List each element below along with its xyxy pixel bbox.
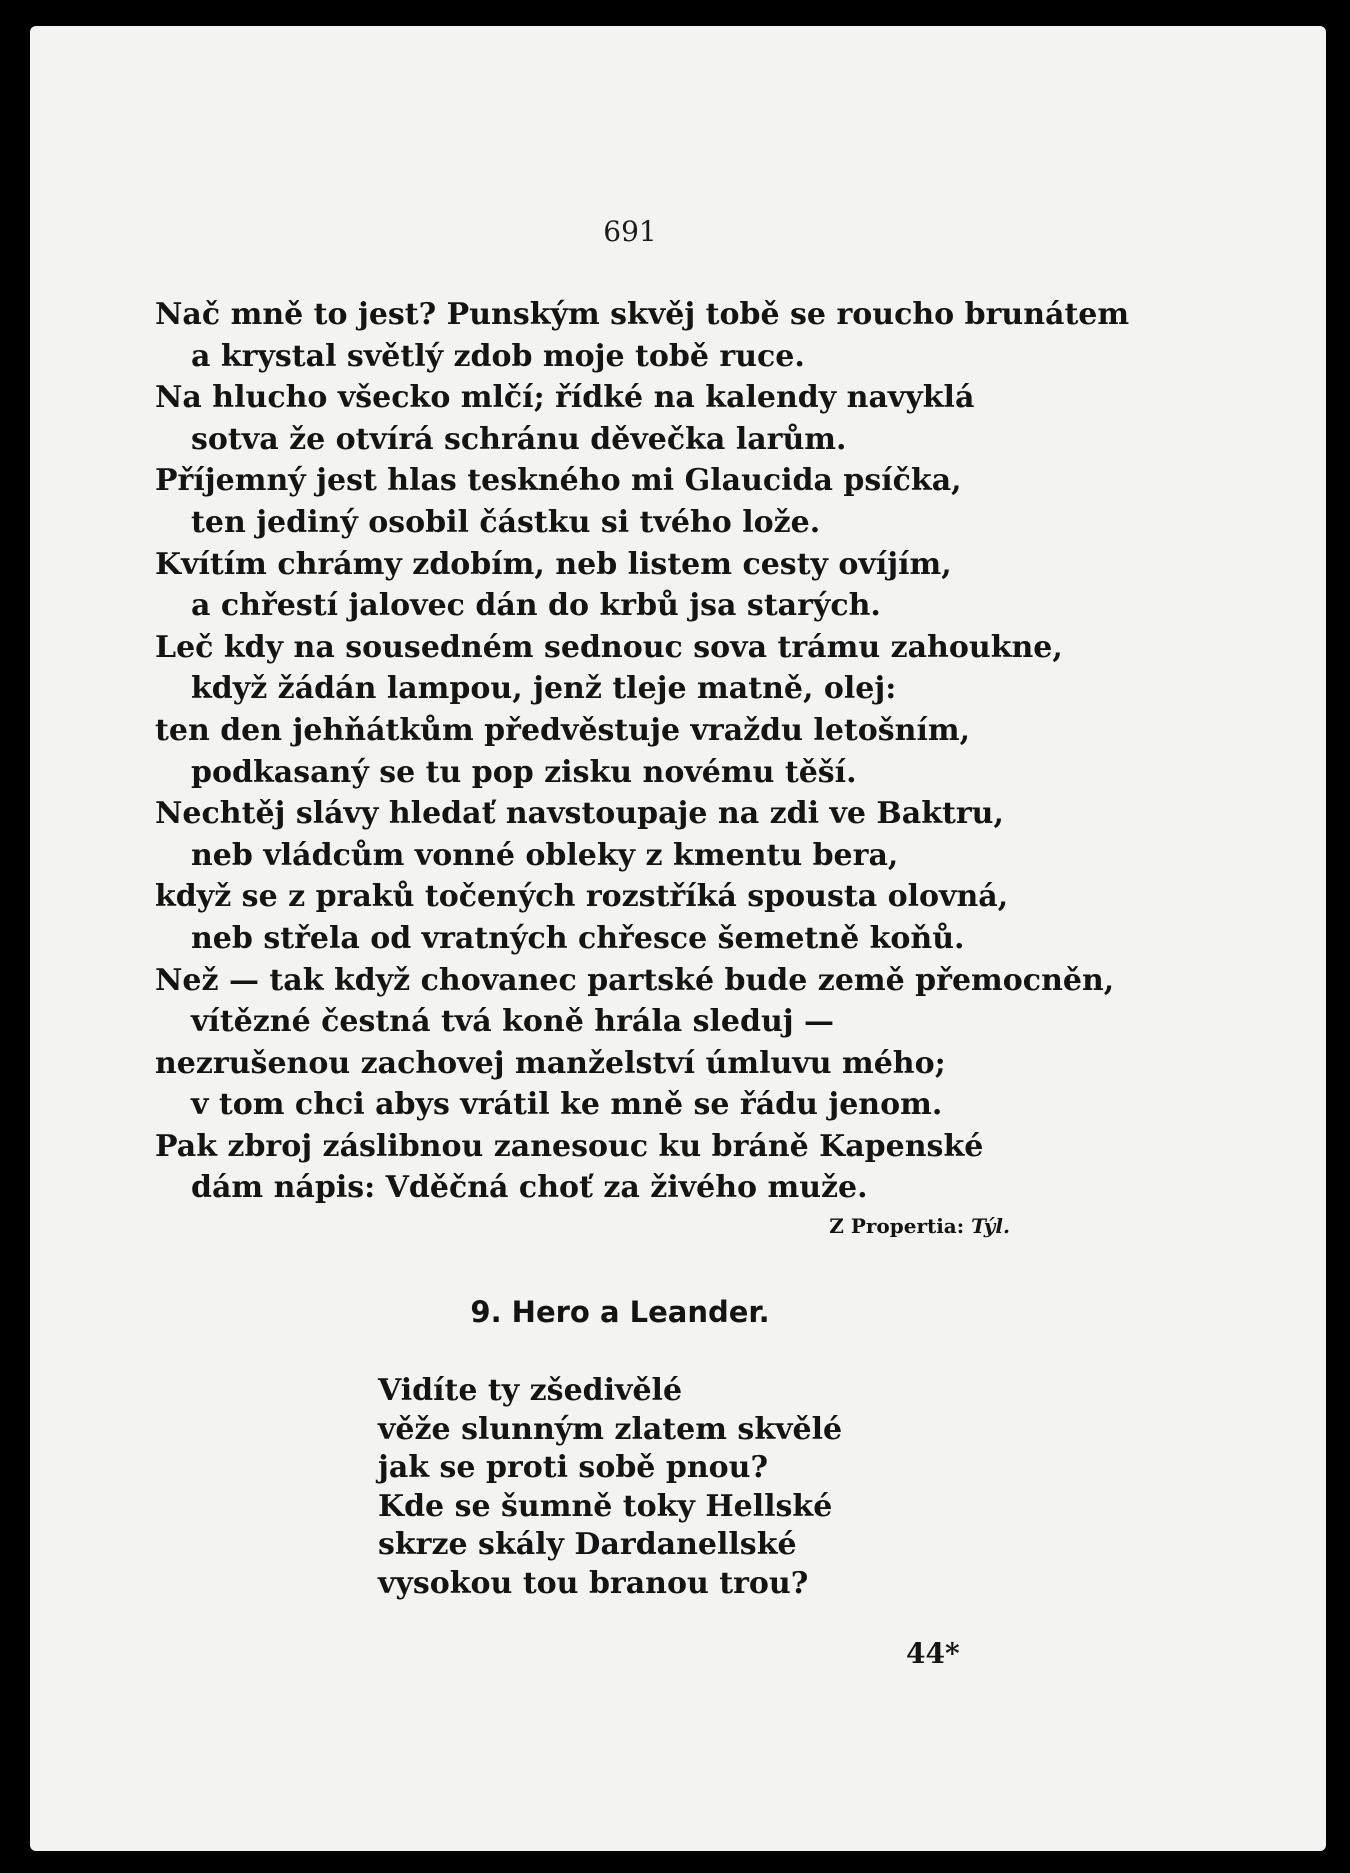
poem-line: a krystal světlý zdob moje tobě ruce. <box>191 338 805 374</box>
stanza-line: jak se proti sobě pnou? <box>378 1450 769 1486</box>
poem-line: sotva že otvírá schránu děvečka larům. <box>191 421 847 457</box>
poem-line: Na hlucho všecko mlčí; řídké na kalendy navyklá <box>155 380 975 416</box>
attribution-author: Týl. <box>971 1214 1010 1238</box>
poem-line: v tom chci abys vrátil ke mně se řádu jenom. <box>191 1087 943 1123</box>
poem-line: dám nápis: Vděčná choť za živého muže. <box>191 1170 868 1206</box>
poem-line: podkasaný se tu pop zisku novému těší. <box>191 754 857 790</box>
poem-line: neb střela od vratných chřesce šemetně koňů. <box>191 920 965 956</box>
poem-line: Nač mně to jest? Punským skvěj tobě se roucho brunátem <box>155 297 1130 332</box>
page-number: 691 <box>603 215 657 248</box>
poem-line: a chřestí jalovec dán do krbů jsa starých. <box>191 588 881 624</box>
poem-propertius <box>155 294 1155 1209</box>
poem-line: nezrušenou zachovej manželství úmluvu mého; <box>155 1045 946 1081</box>
poem-line: když žádán lampou, jenž tleje matně, olej: <box>191 671 897 707</box>
poem-line: když se z praků točených rozstříká spousta olovná, <box>155 879 1009 915</box>
book-page <box>30 26 1326 1851</box>
poem-line: vítězné čestná tvá koně hrála sleduj — <box>191 1004 835 1040</box>
poem-line: ten den jehňátkům předvěstuje vraždu letošním, <box>155 712 971 748</box>
poem-attribution <box>730 1212 1010 1240</box>
poem-line: Než — tak když chovanec partské bude země přemocněn, <box>155 962 1115 998</box>
section-title: 9. Hero a Leander. <box>470 1295 770 1329</box>
poem-line: ten jediný osobil částku si tvého lože. <box>191 504 821 540</box>
poem-line: Leč kdy na sousedném sednouc sova trámu zahoukne, <box>155 629 1063 665</box>
stanza-line: vysokou tou branou trou? <box>378 1565 809 1601</box>
poem-hero-leander <box>378 1372 878 1604</box>
poem-line: Příjemný jest hlas teskného mi Glaucida psíčka, <box>155 463 962 499</box>
attribution-source: Z Propertia: <box>829 1214 965 1238</box>
poem-line: Kvítím chrámy zdobím, neb listem cesty ovíjím, <box>155 546 952 582</box>
stanza-line: skrze skály Dardanellské <box>378 1527 797 1563</box>
poem-line: Nechtěj slávy hledať navstoupaje na zdi ve Baktru, <box>155 796 1004 832</box>
stanza-line: Vidíte ty zšedivělé <box>378 1373 683 1408</box>
poem-line: neb vládcům vonné obleky z kmentu bera, <box>191 837 899 873</box>
signature-mark: 44* <box>906 1637 960 1670</box>
poem-line: Pak zbroj záslibnou zanesouc ku bráně Kapenské <box>155 1128 984 1164</box>
stanza-line: Kde se šumně toky Hellské <box>378 1488 833 1524</box>
stanza-line: věže slunným zlatem skvělé <box>378 1411 843 1447</box>
